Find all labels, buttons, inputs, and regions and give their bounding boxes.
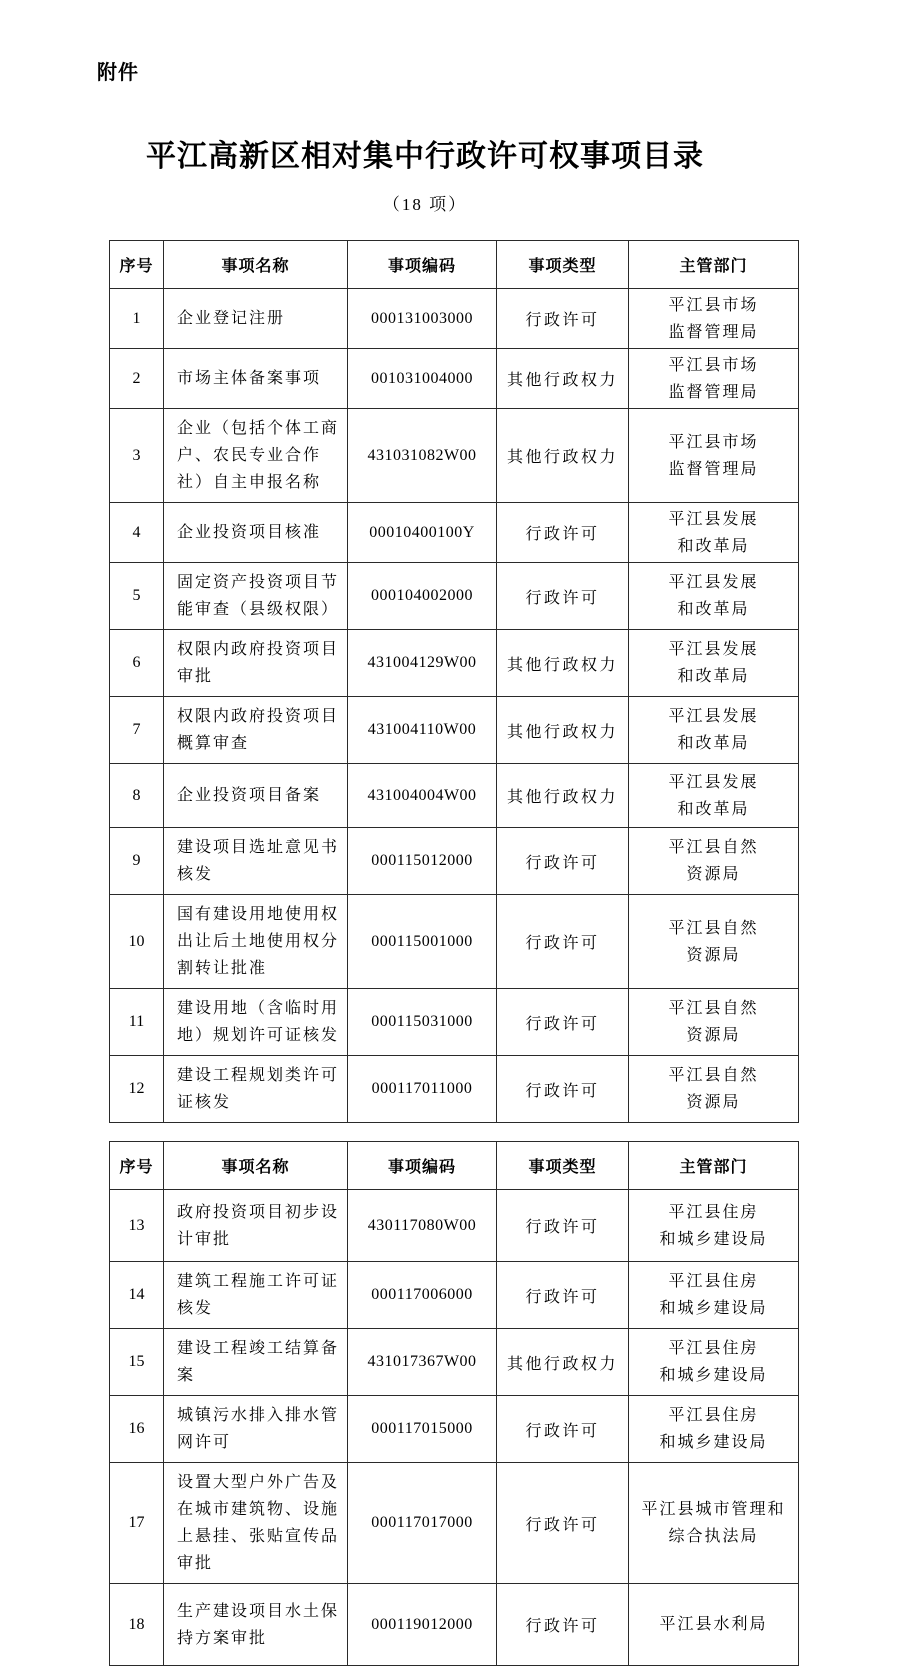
item-dept	[629, 697, 799, 764]
header-name: 事项名称	[164, 241, 348, 289]
dept-line: 和改革局	[677, 537, 750, 555]
table-row	[110, 1396, 799, 1463]
item-name: 政府投资项目初步设计审批	[164, 1190, 348, 1262]
dept-line: 平江县发展	[668, 708, 759, 725]
dept-line: 资源局	[686, 866, 741, 883]
item-type: 行政许可	[497, 1190, 629, 1262]
item-code: 000119012000	[348, 1584, 497, 1666]
table-row	[110, 697, 799, 764]
item-name: 权限内政府投资项目概算审查	[164, 697, 348, 764]
table-row	[110, 828, 799, 895]
item-code: 000115001000	[348, 895, 497, 989]
dept-line: 监督管理局	[668, 323, 759, 341]
page-title: 平江高新区相对集中行政许可权事项目录	[146, 140, 704, 173]
item-name: 建设工程竣工结算备案	[164, 1329, 348, 1396]
header-code: 事项编码	[348, 1142, 497, 1190]
item-name: 国有建设用地使用权出让后土地使用权分割转让批准	[164, 895, 348, 989]
item-name: 设置大型户外广告及在城市建筑物、设施上悬挂、张贴宣传品审批	[164, 1463, 348, 1584]
dept-line: 平江县城市管理和	[641, 1501, 786, 1518]
item-name: 企业投资项目核准	[164, 503, 348, 563]
item-name: 城镇污水排入排水管网许可	[164, 1396, 348, 1463]
dept-line: 平江县住房	[668, 1273, 759, 1290]
item-name: 建设用地（含临时用地）规划许可证核发	[164, 989, 348, 1056]
dept-line: 平江县发展	[668, 773, 759, 791]
item-name: 企业登记注册	[164, 289, 348, 349]
item-type: 行政许可	[497, 1056, 629, 1123]
item-no: 10	[110, 895, 164, 989]
item-dept	[629, 1329, 799, 1396]
item-no: 2	[110, 349, 164, 409]
dept-line: 资源局	[686, 946, 741, 964]
item-no: 12	[110, 1056, 164, 1123]
item-no: 17	[110, 1463, 164, 1584]
dept-line: 平江县自然	[668, 919, 759, 937]
dept-line: 监督管理局	[668, 383, 759, 401]
table-row	[110, 1329, 799, 1396]
item-dept	[629, 409, 799, 503]
item-dept	[629, 895, 799, 989]
item-code: 001031004000	[348, 349, 497, 409]
item-dept	[629, 503, 799, 563]
item-code: 431004129W00	[348, 630, 497, 697]
item-code: 431004004W00	[348, 764, 497, 828]
table-row	[110, 1463, 799, 1584]
item-dept	[629, 1056, 799, 1123]
document-header	[0, 131, 850, 215]
item-type: 其他行政权力	[497, 630, 629, 697]
item-type: 其他行政权力	[497, 1329, 629, 1396]
items-table-1	[109, 240, 799, 1123]
item-dept	[629, 349, 799, 409]
dept-line: 和改革局	[677, 668, 750, 685]
item-type: 行政许可	[497, 289, 629, 349]
dept-line: 平江县市场	[668, 433, 759, 451]
item-dept	[629, 764, 799, 828]
header-type: 事项类型	[497, 1142, 629, 1190]
header-no: 序号	[110, 1142, 164, 1190]
item-name: 固定资产投资项目节能审查（县级权限）	[164, 563, 348, 630]
table-row	[110, 1056, 799, 1123]
item-no: 1	[110, 289, 164, 349]
item-no: 14	[110, 1262, 164, 1329]
item-code: 431031082W00	[348, 409, 497, 503]
item-no: 11	[110, 989, 164, 1056]
table-row	[110, 1584, 799, 1666]
item-code: 431004110W00	[348, 697, 497, 764]
table-row	[110, 409, 799, 503]
dept-line: 平江县自然	[668, 1000, 759, 1017]
dept-line: 平江县住房	[668, 1203, 759, 1221]
dept-line: 平江县水利局	[659, 1616, 768, 1633]
item-type: 其他行政权力	[497, 764, 629, 828]
dept-line: 平江县市场	[668, 296, 759, 314]
item-name: 建筑工程施工许可证核发	[164, 1262, 348, 1329]
header-dept: 主管部门	[629, 241, 799, 289]
dept-line: 平江县发展	[668, 510, 759, 528]
item-type: 行政许可	[497, 1463, 629, 1584]
dept-line: 和改革局	[677, 601, 750, 618]
dept-line: 和改革局	[677, 735, 750, 752]
item-no: 16	[110, 1396, 164, 1463]
item-name: 市场主体备案事项	[164, 349, 348, 409]
header-dept: 主管部门	[629, 1142, 799, 1190]
item-type: 行政许可	[497, 895, 629, 989]
item-code: 000115012000	[348, 828, 497, 895]
item-dept	[629, 828, 799, 895]
item-code: 00010400100Y	[348, 503, 497, 563]
item-type: 行政许可	[497, 1262, 629, 1329]
table-row	[110, 764, 799, 828]
item-dept	[629, 1262, 799, 1329]
item-no: 7	[110, 697, 164, 764]
table-row	[110, 989, 799, 1056]
table-row	[110, 1262, 799, 1329]
item-no: 6	[110, 630, 164, 697]
header-code: 事项编码	[348, 241, 497, 289]
header-type: 事项类型	[497, 241, 629, 289]
item-code: 000131003000	[348, 289, 497, 349]
dept-line: 平江县住房	[668, 1340, 759, 1357]
dept-line: 和城乡建设局	[659, 1230, 768, 1248]
item-dept	[629, 1396, 799, 1463]
dept-line: 平江县发展	[668, 641, 759, 658]
item-no: 18	[110, 1584, 164, 1666]
page-subtitle: （18 项）	[382, 195, 468, 214]
item-type: 行政许可	[497, 1584, 629, 1666]
item-code: 000115031000	[348, 989, 497, 1056]
item-code: 000104002000	[348, 563, 497, 630]
item-dept	[629, 1463, 799, 1584]
dept-line: 平江县自然	[668, 839, 759, 856]
item-name: 企业（包括个体工商户、农民专业合作社）自主申报名称	[164, 409, 348, 503]
item-code: 430117080W00	[348, 1190, 497, 1262]
table-row	[110, 630, 799, 697]
dept-line: 综合执法局	[668, 1528, 759, 1545]
item-type: 行政许可	[497, 563, 629, 630]
item-code: 000117006000	[348, 1262, 497, 1329]
item-no: 9	[110, 828, 164, 895]
item-name: 建设工程规划类许可证核发	[164, 1056, 348, 1123]
item-code: 000117011000	[348, 1056, 497, 1123]
dept-line: 平江县市场	[668, 356, 759, 374]
item-dept	[629, 289, 799, 349]
item-no: 8	[110, 764, 164, 828]
table-row	[110, 895, 799, 989]
item-no: 15	[110, 1329, 164, 1396]
dept-line: 资源局	[686, 1094, 741, 1111]
dept-line: 和城乡建设局	[659, 1434, 768, 1451]
table-row	[110, 503, 799, 563]
dept-line: 和改革局	[677, 800, 750, 818]
item-type: 行政许可	[497, 828, 629, 895]
table-row	[110, 289, 799, 349]
table-row	[110, 349, 799, 409]
item-name: 建设项目选址意见书核发	[164, 828, 348, 895]
item-type: 其他行政权力	[497, 697, 629, 764]
item-no: 13	[110, 1190, 164, 1262]
item-name: 企业投资项目备案	[164, 764, 348, 828]
item-type: 行政许可	[497, 989, 629, 1056]
item-name: 生产建设项目水土保持方案审批	[164, 1584, 348, 1666]
dept-line: 平江县住房	[668, 1407, 759, 1424]
table-header-row	[110, 241, 799, 289]
dept-line: 和城乡建设局	[659, 1300, 768, 1317]
header-name: 事项名称	[164, 1142, 348, 1190]
item-name: 权限内政府投资项目审批	[164, 630, 348, 697]
item-code: 431017367W00	[348, 1329, 497, 1396]
dept-line: 监督管理局	[668, 460, 759, 478]
item-type: 其他行政权力	[497, 349, 629, 409]
item-no: 3	[110, 409, 164, 503]
item-dept	[629, 1190, 799, 1262]
table-row	[110, 1190, 799, 1262]
item-dept	[629, 989, 799, 1056]
dept-line: 平江县发展	[668, 574, 759, 591]
dept-line: 资源局	[686, 1027, 741, 1044]
dept-line: 和城乡建设局	[659, 1367, 768, 1384]
items-table-2	[109, 1141, 799, 1666]
attachment-label: 附件	[97, 62, 139, 84]
item-dept	[629, 1584, 799, 1666]
dept-line: 平江县自然	[668, 1067, 759, 1084]
header-no: 序号	[110, 241, 164, 289]
item-code: 000117015000	[348, 1396, 497, 1463]
item-type: 行政许可	[497, 503, 629, 563]
table-row	[110, 563, 799, 630]
item-dept	[629, 630, 799, 697]
item-code: 000117017000	[348, 1463, 497, 1584]
item-dept	[629, 563, 799, 630]
item-type: 其他行政权力	[497, 409, 629, 503]
item-no: 5	[110, 563, 164, 630]
item-no: 4	[110, 503, 164, 563]
item-type: 行政许可	[497, 1396, 629, 1463]
table-header-row	[110, 1142, 799, 1190]
